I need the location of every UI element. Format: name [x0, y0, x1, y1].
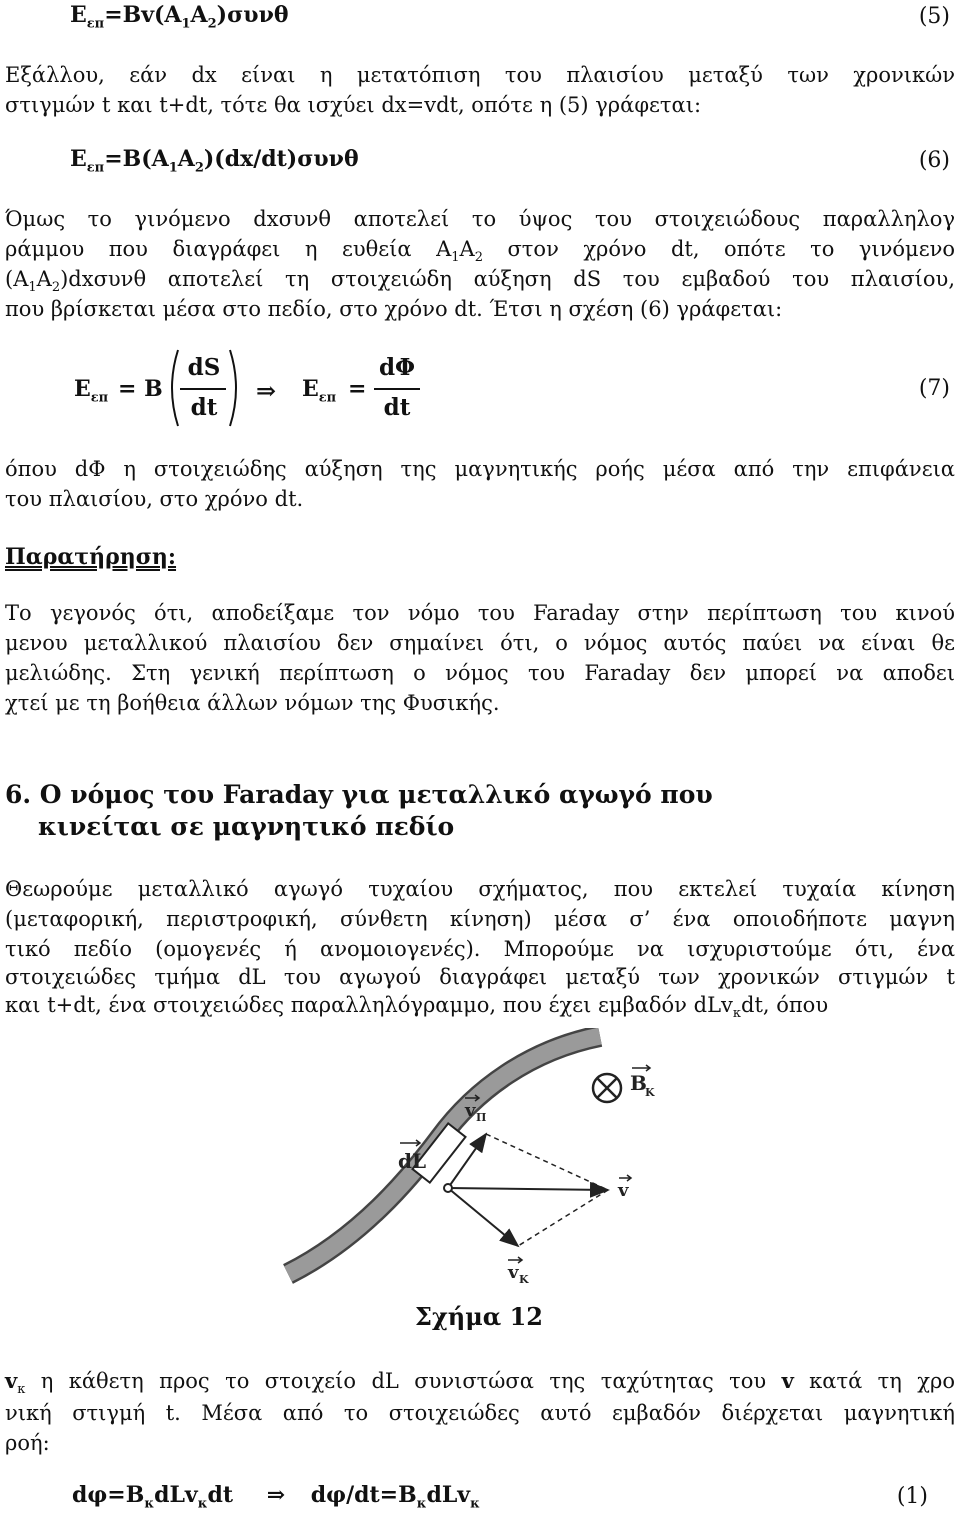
label-b-sub: K: [645, 1086, 655, 1099]
paragraph-4-line-1: Το γεγονός ότι, αποδείξαμε τον νόμο του Faraday στην περίπτωση του κινού: [5, 601, 955, 625]
paragraph-5-line-2: (μεταφορική, περιστροφική, σύνθετη κίνηση) μέσα σ’ ένα οποιοδήποτε μαγνη: [5, 907, 955, 931]
equation-7-number: (7): [918, 376, 950, 401]
paragraph-5-line-3: τικό πεδίο (ομογενές ή ανομοιογενές). Μπορούμε να ισχυριστούμε ότι, ένα: [5, 937, 955, 961]
equation-6: $E_{\varepsilon\pi}=B(A_1A_2)(dx/dt)\sigma\upsilon\nu\theta$: [70, 146, 359, 176]
paragraph-1-line-2: στιγμών t και t+dt, τότε θα ισχύει dx=vdt, οπότε η (5) γράφεται:: [5, 93, 702, 117]
paragraph-2-line-1: Όμως το γινόμενο dxσυνθ αποτελεί το ύψος του στοιχειώδους παραλληλογ: [5, 207, 955, 231]
paragraph-6-line-1: $v_\kappa$ η κάθετη προς το στοιχείο dL συνιστώσα της ταχύτητας του v κατά τη χρο: [5, 1368, 955, 1398]
paragraph-1-line-1: Εξάλλου, εάν dx είναι η μετατόπιση του πλαισίου μεταξύ των χρονικών: [5, 63, 955, 87]
figure-12: [270, 1028, 690, 1298]
dashed-line-1: [486, 1134, 608, 1190]
section-heading-line-1: 6. Ο νόμος του Faraday για μεταλλικό αγωγό που: [5, 780, 713, 809]
label-dl: dL: [398, 1149, 427, 1173]
paragraph-5-line-5: και t+dt, ένα στοιχειώδες παραλληλόγραμμο, που έχει εμβαδόν dLv$_\kappa$dt, όπου: [5, 993, 829, 1022]
remark-heading: Παρατήρηση:: [5, 544, 177, 570]
dashed-line-2: [518, 1190, 608, 1246]
paragraph-2-line-2: ράμμου που διαγράφει η ευθεία $A_1A_2$ στον χρόνο dt, οπότε το γινόμενο: [5, 237, 955, 266]
magnetic-field-into-page-icon: [593, 1074, 621, 1102]
label-v-parallel: v: [465, 1100, 476, 1121]
label-v-perpendicular: v: [508, 1262, 519, 1283]
paragraph-3-line-2: του πλαισίου, στο χρόνο dt.: [5, 487, 304, 511]
paragraph-5-line-4: στοιχειώδες τμήμα dL του αγωγού διαγράφει μεταξύ των χρονικών στιγμών t: [5, 965, 955, 989]
paragraph-4-line-3: μελιώδης. Στη γενική περίπτωση ο νόμος του Faraday δεν μπορεί να αποδει: [5, 661, 955, 685]
paragraph-4-line-2: μενου μεταλλικού πλαισίου δεν σημαίνει ότι, ο νόμος αυτός παύει να είναι θε: [5, 631, 955, 655]
paragraph-3-line-1: όπου dΦ η στοιχειώδης αύξηση της μαγνητικής ροής μέσα από την επιφάνεια: [5, 457, 955, 481]
label-v-perpendicular-sub: K: [519, 1273, 529, 1286]
label-v-parallel-sub: Π: [476, 1111, 487, 1124]
equation-5: $E_{\varepsilon\pi}=Bv(A_1A_2)\sigma\upsilon\nu\theta$: [70, 2, 289, 32]
equation-1-number: (1): [896, 1484, 928, 1509]
paragraph-6-line-2: νική στιγμή t. Μέσα από το στοιχειώδες αυτό εμβαδόν διέρχεται μαγνητική: [5, 1401, 955, 1425]
point-icon: [444, 1184, 452, 1192]
paragraph-6-line-3: ροή:: [5, 1431, 50, 1455]
label-v: v: [618, 1180, 629, 1201]
paragraph-2-line-4: που βρίσκεται μέσα στο πεδίο, στο χρόνο dt. Έτσι η σχέση (6) γράφεται:: [5, 297, 783, 321]
label-b: B: [630, 1071, 647, 1095]
section-heading-line-2: κινείται σε μαγνητικό πεδίο: [38, 812, 455, 841]
vector-v-perpendicular: [448, 1188, 518, 1246]
paragraph-2-line-3: $(A_1A_2)dx\sigma\upsilon\nu\theta$ αποτελεί τη στοιχειώδη αύξηση dS του εμβαδού του πλαισίου,: [5, 267, 955, 296]
paragraph-5-line-1: Θεωρούμε μεταλλικό αγωγό τυχαίου σχήματος, που εκτελεί τυχαία κίνηση: [5, 877, 955, 901]
figure-caption: Σχήμα 12: [415, 1302, 543, 1331]
vector-v: [448, 1188, 608, 1190]
equation-6-number: (6): [918, 148, 950, 173]
equation-5-number: (5): [918, 4, 950, 29]
equation-1: $d\varphi=B_\kappa dLv_\kappa dt$ ⇒ $d\varphi/dt=B_\kappa dLv_\kappa$: [72, 1482, 480, 1512]
paragraph-4-line-4: χτεί με τη βοήθεια άλλων νόμων της Φυσικής.: [5, 691, 500, 715]
